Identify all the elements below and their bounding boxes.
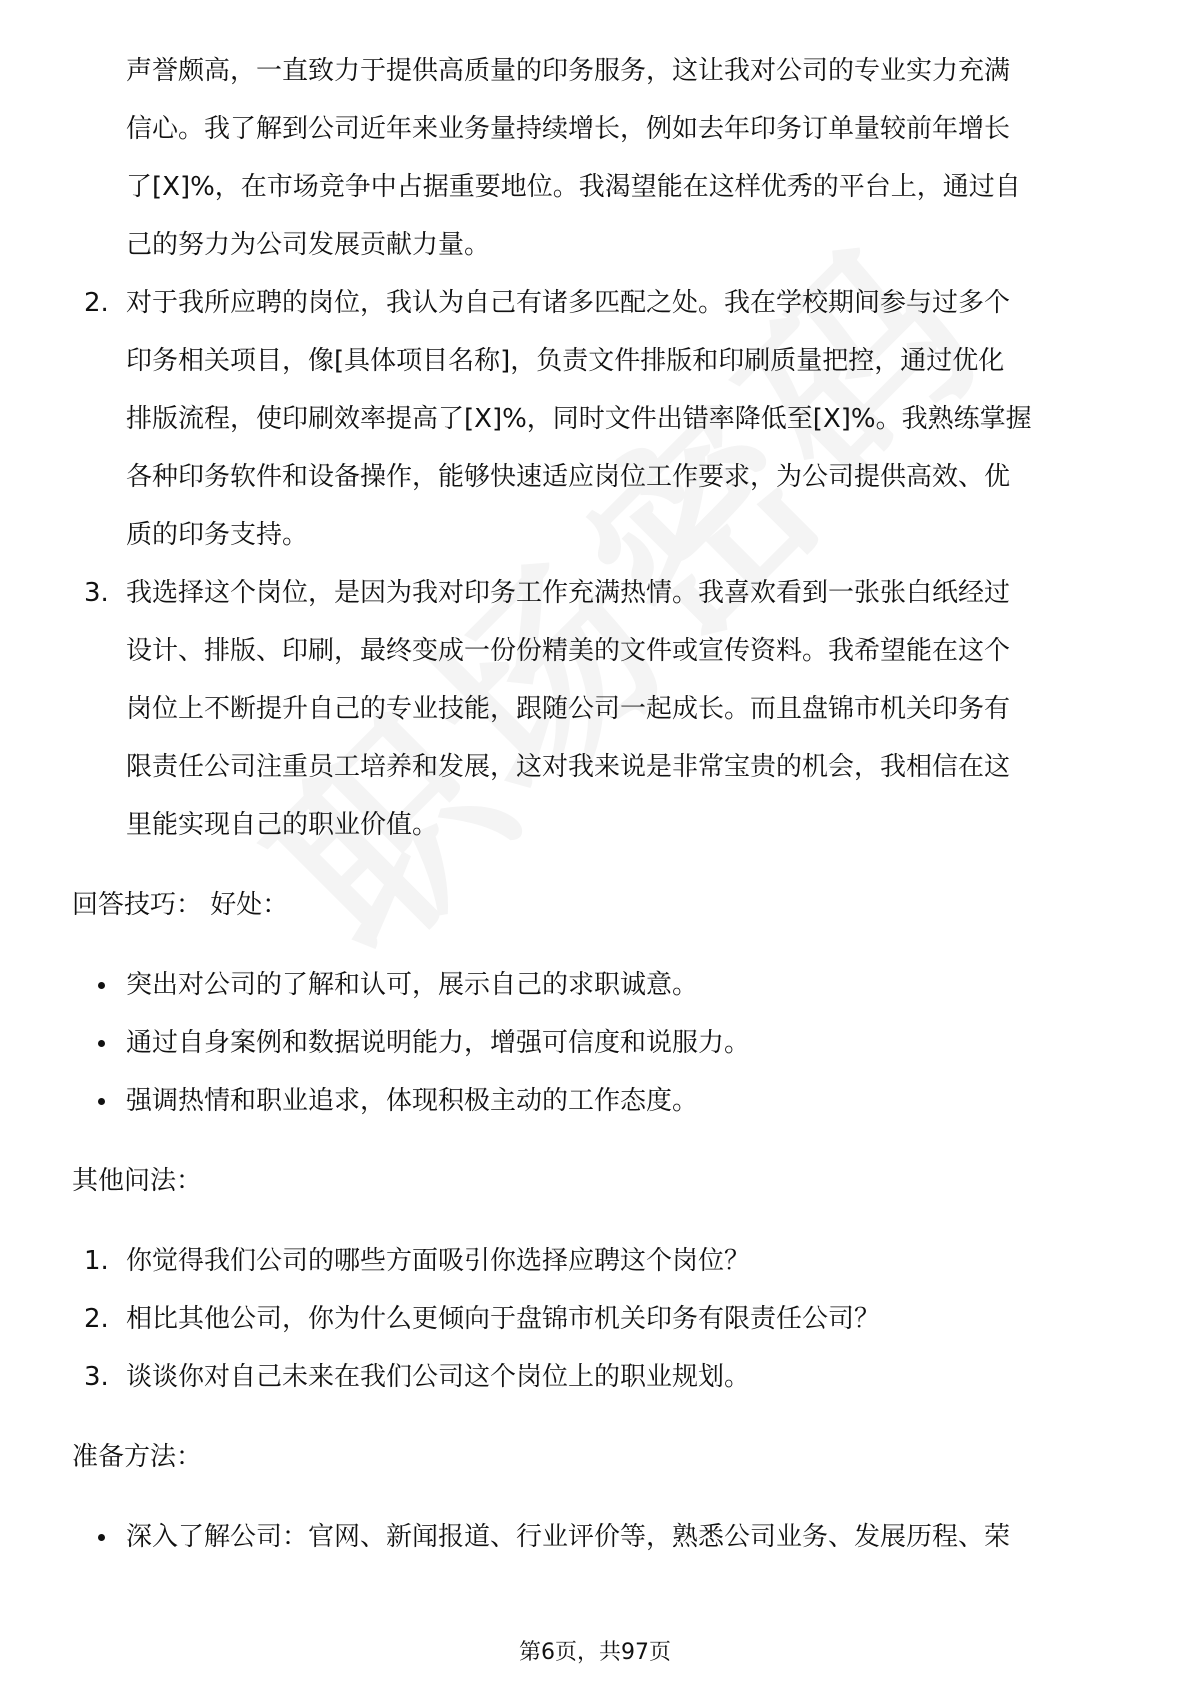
text-line: 强调热情和职业追求，体现积极主动的工作态度。 <box>126 1086 699 1116</box>
list-item <box>72 1508 1122 1566</box>
text-line: 设计、排版、印刷，最终变成一份份精美的文件或宣传资料。我希望能在这个 <box>126 636 1011 666</box>
answer-list <box>72 274 1122 854</box>
text-line: 印务相关项目，像[具体项目名称]，负责文件排版和印刷质量把控，通过优化 <box>126 346 1005 376</box>
text-line: 通过自身案例和数据说明能力，增强可信度和说服力。 <box>126 1028 751 1058</box>
text-line: 里能实现自己的职业价值。 <box>126 810 439 840</box>
page-footer: 第6页，共97页 <box>519 1640 671 1665</box>
list-item <box>72 564 1122 854</box>
list-item <box>72 1348 1122 1406</box>
list-item <box>72 274 1122 564</box>
list-number: 1. <box>84 1246 109 1276</box>
text-line: 声誉颇高，一直致力于提供高质量的印务服务，这让我对公司的专业实力充满 <box>126 56 1011 86</box>
tips-heading: 回答技巧： 好处： <box>72 890 289 920</box>
text-line: 了[X]%，在市场竞争中占据重要地位。我渴望能在这样优秀的平台上，通过自 <box>126 172 1021 202</box>
list-number: 3. <box>84 1362 109 1392</box>
list-number: 2. <box>84 1304 109 1334</box>
list-number: 3. <box>84 578 109 608</box>
text-line: 我选择这个岗位，是因为我对印务工作充满热情。我喜欢看到一张张白纸经过 <box>126 578 1011 608</box>
prep-list <box>72 1508 1122 1566</box>
list-item <box>72 956 1122 1014</box>
bullet-dot <box>98 1534 105 1541</box>
bullet-dot <box>98 1098 105 1105</box>
list-item <box>72 1072 1122 1130</box>
text-line: 深入了解公司：官网、新闻报道、行业评价等，熟悉公司业务、发展历程、荣 <box>126 1522 1011 1552</box>
text-line: 质的印务支持。 <box>126 520 309 550</box>
page-content <box>72 42 1122 1566</box>
text-line: 限责任公司注重员工培养和发展，这对我来说是非常宝贵的机会，我相信在这 <box>126 752 1011 782</box>
prep-heading: 准备方法： <box>72 1442 203 1472</box>
text-line: 排版流程，使印刷效率提高了[X]%，同时文件出错率降低至[X]%。我熟练掌握 <box>126 404 1032 434</box>
intro-continuation <box>72 42 1122 274</box>
text-line: 对于我所应聘的岗位，我认为自己有诸多匹配之处。我在学校期间参与过多个 <box>126 288 1011 318</box>
list-number: 2. <box>84 288 109 318</box>
list-item <box>72 1290 1122 1348</box>
list-item <box>72 1014 1122 1072</box>
list-item <box>72 1232 1122 1290</box>
bullet-dot <box>98 1040 105 1047</box>
other-questions-heading: 其他问法： <box>72 1166 203 1196</box>
bullet-dot <box>98 982 105 989</box>
text-line: 己的努力为公司发展贡献力量。 <box>126 230 491 260</box>
text-line: 各种印务软件和设备操作，能够快速适应岗位工作要求，为公司提供高效、优 <box>126 462 1011 492</box>
other-questions-list <box>72 1232 1122 1406</box>
text-line: 相比其他公司，你为什么更倾向于盘锦市机关印务有限责任公司？ <box>126 1304 881 1334</box>
text-line: 你觉得我们公司的哪些方面吸引你选择应聘这个岗位？ <box>126 1246 751 1276</box>
tips-list <box>72 956 1122 1130</box>
text-line: 信心。我了解到公司近年来业务量持续增长，例如去年印务订单量较前年增长 <box>126 114 1011 144</box>
text-line: 岗位上不断提升自己的专业技能，跟随公司一起成长。而且盘锦市机关印务有 <box>126 694 1011 724</box>
text-line: 谈谈你对自己未来在我们公司这个岗位上的职业规划。 <box>126 1362 751 1392</box>
text-line: 突出对公司的了解和认可，展示自己的求职诚意。 <box>126 970 699 1000</box>
